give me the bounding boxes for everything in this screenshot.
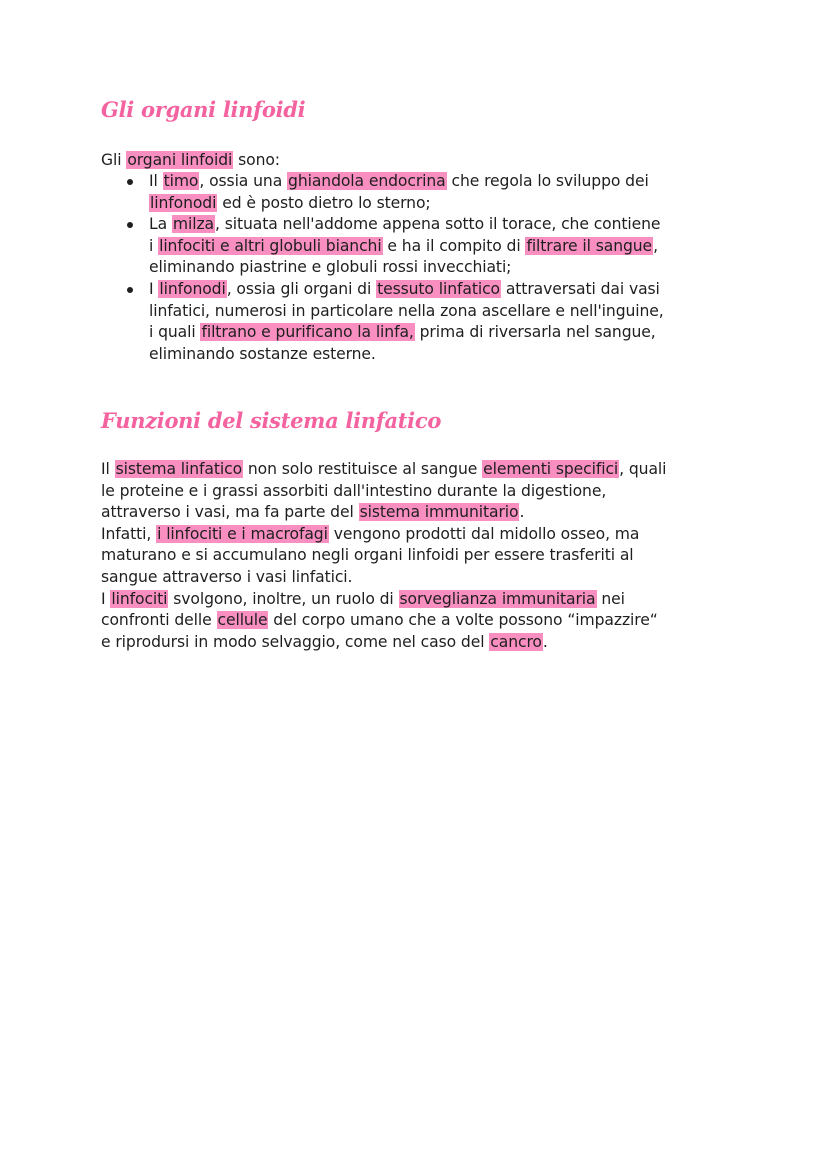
- line: [101, 502, 741, 524]
- text: linfatici, numerosi in particolare nella zona ascellare e nell'inguine,: [149, 301, 664, 320]
- text: I: [149, 279, 159, 298]
- text: , quali: [619, 460, 667, 478]
- text: .: [519, 503, 525, 522]
- text: La: [149, 215, 172, 234]
- highlight: tessuto linfatico: [377, 279, 500, 298]
- highlight: filtrano e purificano la linfa,: [201, 323, 414, 342]
- list-item-linfonodi: [101, 279, 741, 365]
- organ-list: [101, 171, 741, 365]
- line: maturano e si accumulano negli organi linfoidi per essere trasferiti al: [101, 546, 634, 565]
- line: [101, 610, 741, 632]
- text: attraversati dai vasi: [500, 279, 660, 298]
- line: [101, 632, 741, 654]
- text: che regola lo sviluppo dei: [446, 172, 649, 190]
- line: [101, 459, 741, 481]
- highlight: linfociti e altri globuli bianchi: [159, 236, 382, 255]
- highlight: cancro: [490, 632, 542, 651]
- text: eliminando piastrine e globuli rossi invecchiati;: [149, 258, 512, 277]
- list-item-milza: [101, 214, 741, 279]
- highlight: organi linfoidi: [127, 151, 233, 169]
- text: .: [542, 632, 548, 651]
- text: i quali: [149, 323, 201, 342]
- highlight: elementi specifici: [483, 460, 619, 478]
- highlight: ghiandola endocrina: [288, 172, 446, 190]
- highlight: milza: [172, 215, 215, 234]
- text: I: [101, 589, 111, 608]
- intro-line: [101, 150, 280, 172]
- line: [101, 589, 741, 611]
- text: , ossia una: [199, 172, 288, 190]
- text: eliminando sostanze esterne.: [149, 344, 376, 363]
- text: Infatti,: [101, 524, 157, 543]
- highlight: linfociti: [111, 589, 168, 608]
- text: attraverso i vasi, ma fa parte del: [101, 503, 359, 522]
- highlight: i linfociti e i macrofagi: [157, 524, 328, 543]
- text: del corpo umano che a volte possono “impazzire“: [268, 611, 658, 630]
- text: i: [149, 236, 159, 255]
- highlight: sistema immunitario: [359, 503, 519, 522]
- highlight: linfonodi: [150, 193, 217, 212]
- highlight: timo: [163, 172, 199, 190]
- highlight: filtrare il sangue: [526, 236, 653, 255]
- section-title-organi-linfoidi: Gli organi linfoidi: [101, 97, 306, 122]
- text: ,: [653, 236, 658, 255]
- text: Il: [149, 172, 163, 190]
- text: e ha il compito di: [382, 236, 526, 255]
- highlight: cellule: [217, 611, 268, 630]
- text: e riprodursi in modo selvaggio, come nel caso del: [101, 632, 490, 651]
- text: non solo restituisce al sangue: [243, 460, 483, 478]
- highlight: sistema linfatico: [115, 460, 243, 478]
- text: svolgono, inoltre, un ruolo di: [168, 589, 399, 608]
- text: prima di riversarla nel sangue,: [414, 323, 656, 342]
- text: ed è posto dietro lo sterno;: [217, 193, 431, 212]
- text: , ossia gli organi di: [226, 279, 377, 298]
- text: confronti delle: [101, 611, 217, 630]
- text: nei: [596, 589, 625, 608]
- section-title-funzioni: Funzioni del sistema linfatico: [101, 408, 442, 433]
- text: Il: [101, 460, 115, 478]
- paragraph-funzioni: [101, 459, 741, 653]
- text: , situata nell'addome appena sotto il torace, che contiene: [215, 215, 661, 234]
- text: sono:: [233, 151, 280, 169]
- text: vengono prodotti dal midollo osseo, ma: [328, 524, 640, 543]
- line: sangue attraverso i vasi linfatici.: [101, 567, 353, 586]
- highlight: linfonodi: [159, 279, 226, 298]
- line: [101, 524, 741, 546]
- highlight: sorveglianza immunitaria: [399, 589, 596, 608]
- list-item-timo: [101, 171, 741, 214]
- line: le proteine e i grassi assorbiti dall'intestino durante la digestione,: [101, 481, 607, 500]
- text: Gli: [101, 151, 127, 169]
